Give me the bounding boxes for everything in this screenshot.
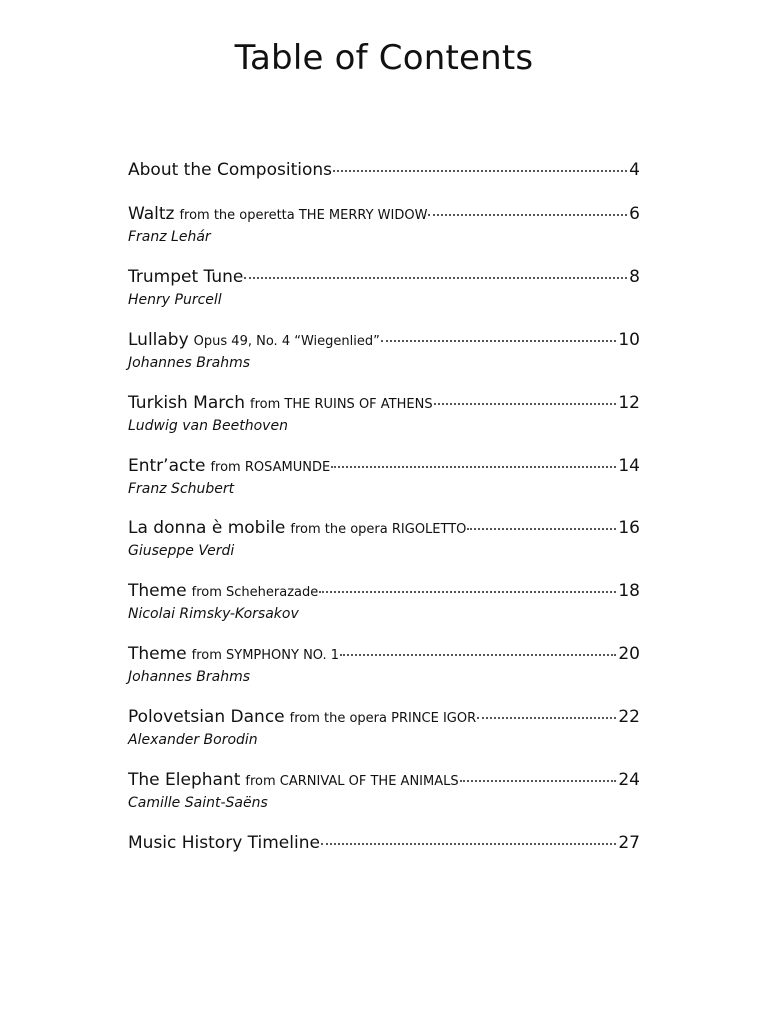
dot-leader bbox=[381, 340, 617, 342]
dot-leader bbox=[340, 654, 616, 656]
entry-subtitle: from CARNIVAL OF THE ANIMALS bbox=[245, 774, 459, 789]
dot-leader bbox=[331, 466, 616, 468]
toc-entry-line bbox=[128, 391, 640, 415]
entry-subtitle: from the opera RIGOLETTO bbox=[290, 522, 467, 537]
toc-entry-line bbox=[128, 328, 640, 352]
dot-leader bbox=[333, 170, 627, 172]
entry-page-number: 4 bbox=[629, 160, 640, 180]
toc-entry-music-history-timeline[interactable] bbox=[128, 831, 640, 855]
toc-entry-waltz[interactable] bbox=[128, 202, 640, 246]
toc-entry-line bbox=[128, 202, 640, 226]
entry-title: Music History Timeline bbox=[128, 833, 320, 853]
entry-subtitle: from the operetta THE MERRY WIDOW bbox=[179, 208, 428, 223]
toc-entry-trumpet-tune[interactable] bbox=[128, 265, 640, 309]
entry-subtitle: Opus 49, No. 4 “Wiegenlied” bbox=[193, 334, 380, 349]
entry-composer: Alexander Borodin bbox=[128, 732, 258, 748]
entry-subtitle: from ROSAMUNDE bbox=[210, 460, 331, 475]
entry-subtitle: from SYMPHONY NO. 1 bbox=[191, 648, 340, 663]
entry-title: La donna è mobile bbox=[128, 518, 286, 538]
entry-title: Theme bbox=[128, 644, 187, 664]
entry-page-number: 16 bbox=[618, 518, 640, 538]
entry-composer: Ludwig van Beethoven bbox=[128, 418, 288, 434]
toc-entry-lullaby[interactable] bbox=[128, 328, 640, 372]
entry-title: Waltz bbox=[128, 204, 175, 224]
entry-page-number: 14 bbox=[618, 456, 640, 476]
entry-page-number: 10 bbox=[618, 330, 640, 350]
toc-entry-la-donna[interactable] bbox=[128, 516, 640, 560]
entry-subtitle: from Scheherazade bbox=[191, 585, 319, 600]
entry-composer: Camille Saint-Saëns bbox=[128, 795, 268, 811]
entry-title: Polovetsian Dance bbox=[128, 707, 285, 727]
toc-entry-line bbox=[128, 454, 640, 478]
entry-title: Theme bbox=[128, 581, 187, 601]
toc-entry-line bbox=[128, 579, 640, 603]
toc-entry-line bbox=[128, 831, 640, 855]
entry-page-number: 22 bbox=[618, 707, 640, 727]
entry-title: Entr’acte bbox=[128, 456, 206, 476]
toc-entry-theme-symphony[interactable] bbox=[128, 642, 640, 686]
entry-page-number: 8 bbox=[629, 267, 640, 287]
entry-page-number: 12 bbox=[618, 393, 640, 413]
toc-entry-polovetsian-dance[interactable] bbox=[128, 705, 640, 749]
toc-entry-about[interactable] bbox=[128, 158, 640, 182]
entry-page-number: 24 bbox=[618, 770, 640, 790]
toc-entry-line bbox=[128, 516, 640, 540]
toc-entry-line bbox=[128, 768, 640, 792]
entry-composer: Nicolai Rimsky-Korsakov bbox=[128, 606, 299, 622]
entry-composer: Henry Purcell bbox=[128, 292, 222, 308]
toc-entry-entracte[interactable] bbox=[128, 454, 640, 498]
toc-entry-line bbox=[128, 265, 640, 289]
entry-composer: Giuseppe Verdi bbox=[128, 543, 235, 559]
dot-leader bbox=[428, 214, 627, 216]
entry-page-number: 27 bbox=[618, 833, 640, 853]
entry-title: Lullaby bbox=[128, 330, 189, 350]
dot-leader bbox=[321, 843, 616, 845]
dot-leader bbox=[434, 403, 617, 405]
toc-entry-the-elephant[interactable] bbox=[128, 768, 640, 812]
dot-leader bbox=[467, 528, 616, 530]
entry-composer: Johannes Brahms bbox=[128, 355, 250, 371]
entry-subtitle: from THE RUINS OF ATHENS bbox=[250, 397, 433, 412]
entry-composer: Franz Schubert bbox=[128, 481, 235, 497]
toc-entry-line bbox=[128, 705, 640, 729]
entry-title: Turkish March bbox=[128, 393, 245, 413]
dot-leader bbox=[319, 591, 616, 593]
dot-leader bbox=[244, 277, 627, 279]
entry-subtitle: from the opera PRINCE IGOR bbox=[289, 711, 477, 726]
entry-title: About the Compositions bbox=[128, 160, 332, 180]
entry-composer: Johannes Brahms bbox=[128, 669, 250, 685]
entry-title: Trumpet Tune bbox=[128, 267, 244, 287]
entry-page-number: 20 bbox=[618, 644, 640, 664]
toc-entry-line bbox=[128, 158, 640, 182]
page-title: Table of Contents bbox=[234, 38, 534, 78]
toc-entry-turkish-march[interactable] bbox=[128, 391, 640, 435]
entry-composer: Franz Lehár bbox=[128, 229, 211, 245]
toc-entry-line bbox=[128, 642, 640, 666]
dot-leader bbox=[460, 780, 617, 782]
toc-entry-theme-scheherazade[interactable] bbox=[128, 579, 640, 623]
dot-leader bbox=[477, 717, 616, 719]
entry-page-number: 18 bbox=[618, 581, 640, 601]
entry-page-number: 6 bbox=[629, 204, 640, 224]
entry-title: The Elephant bbox=[128, 770, 241, 790]
